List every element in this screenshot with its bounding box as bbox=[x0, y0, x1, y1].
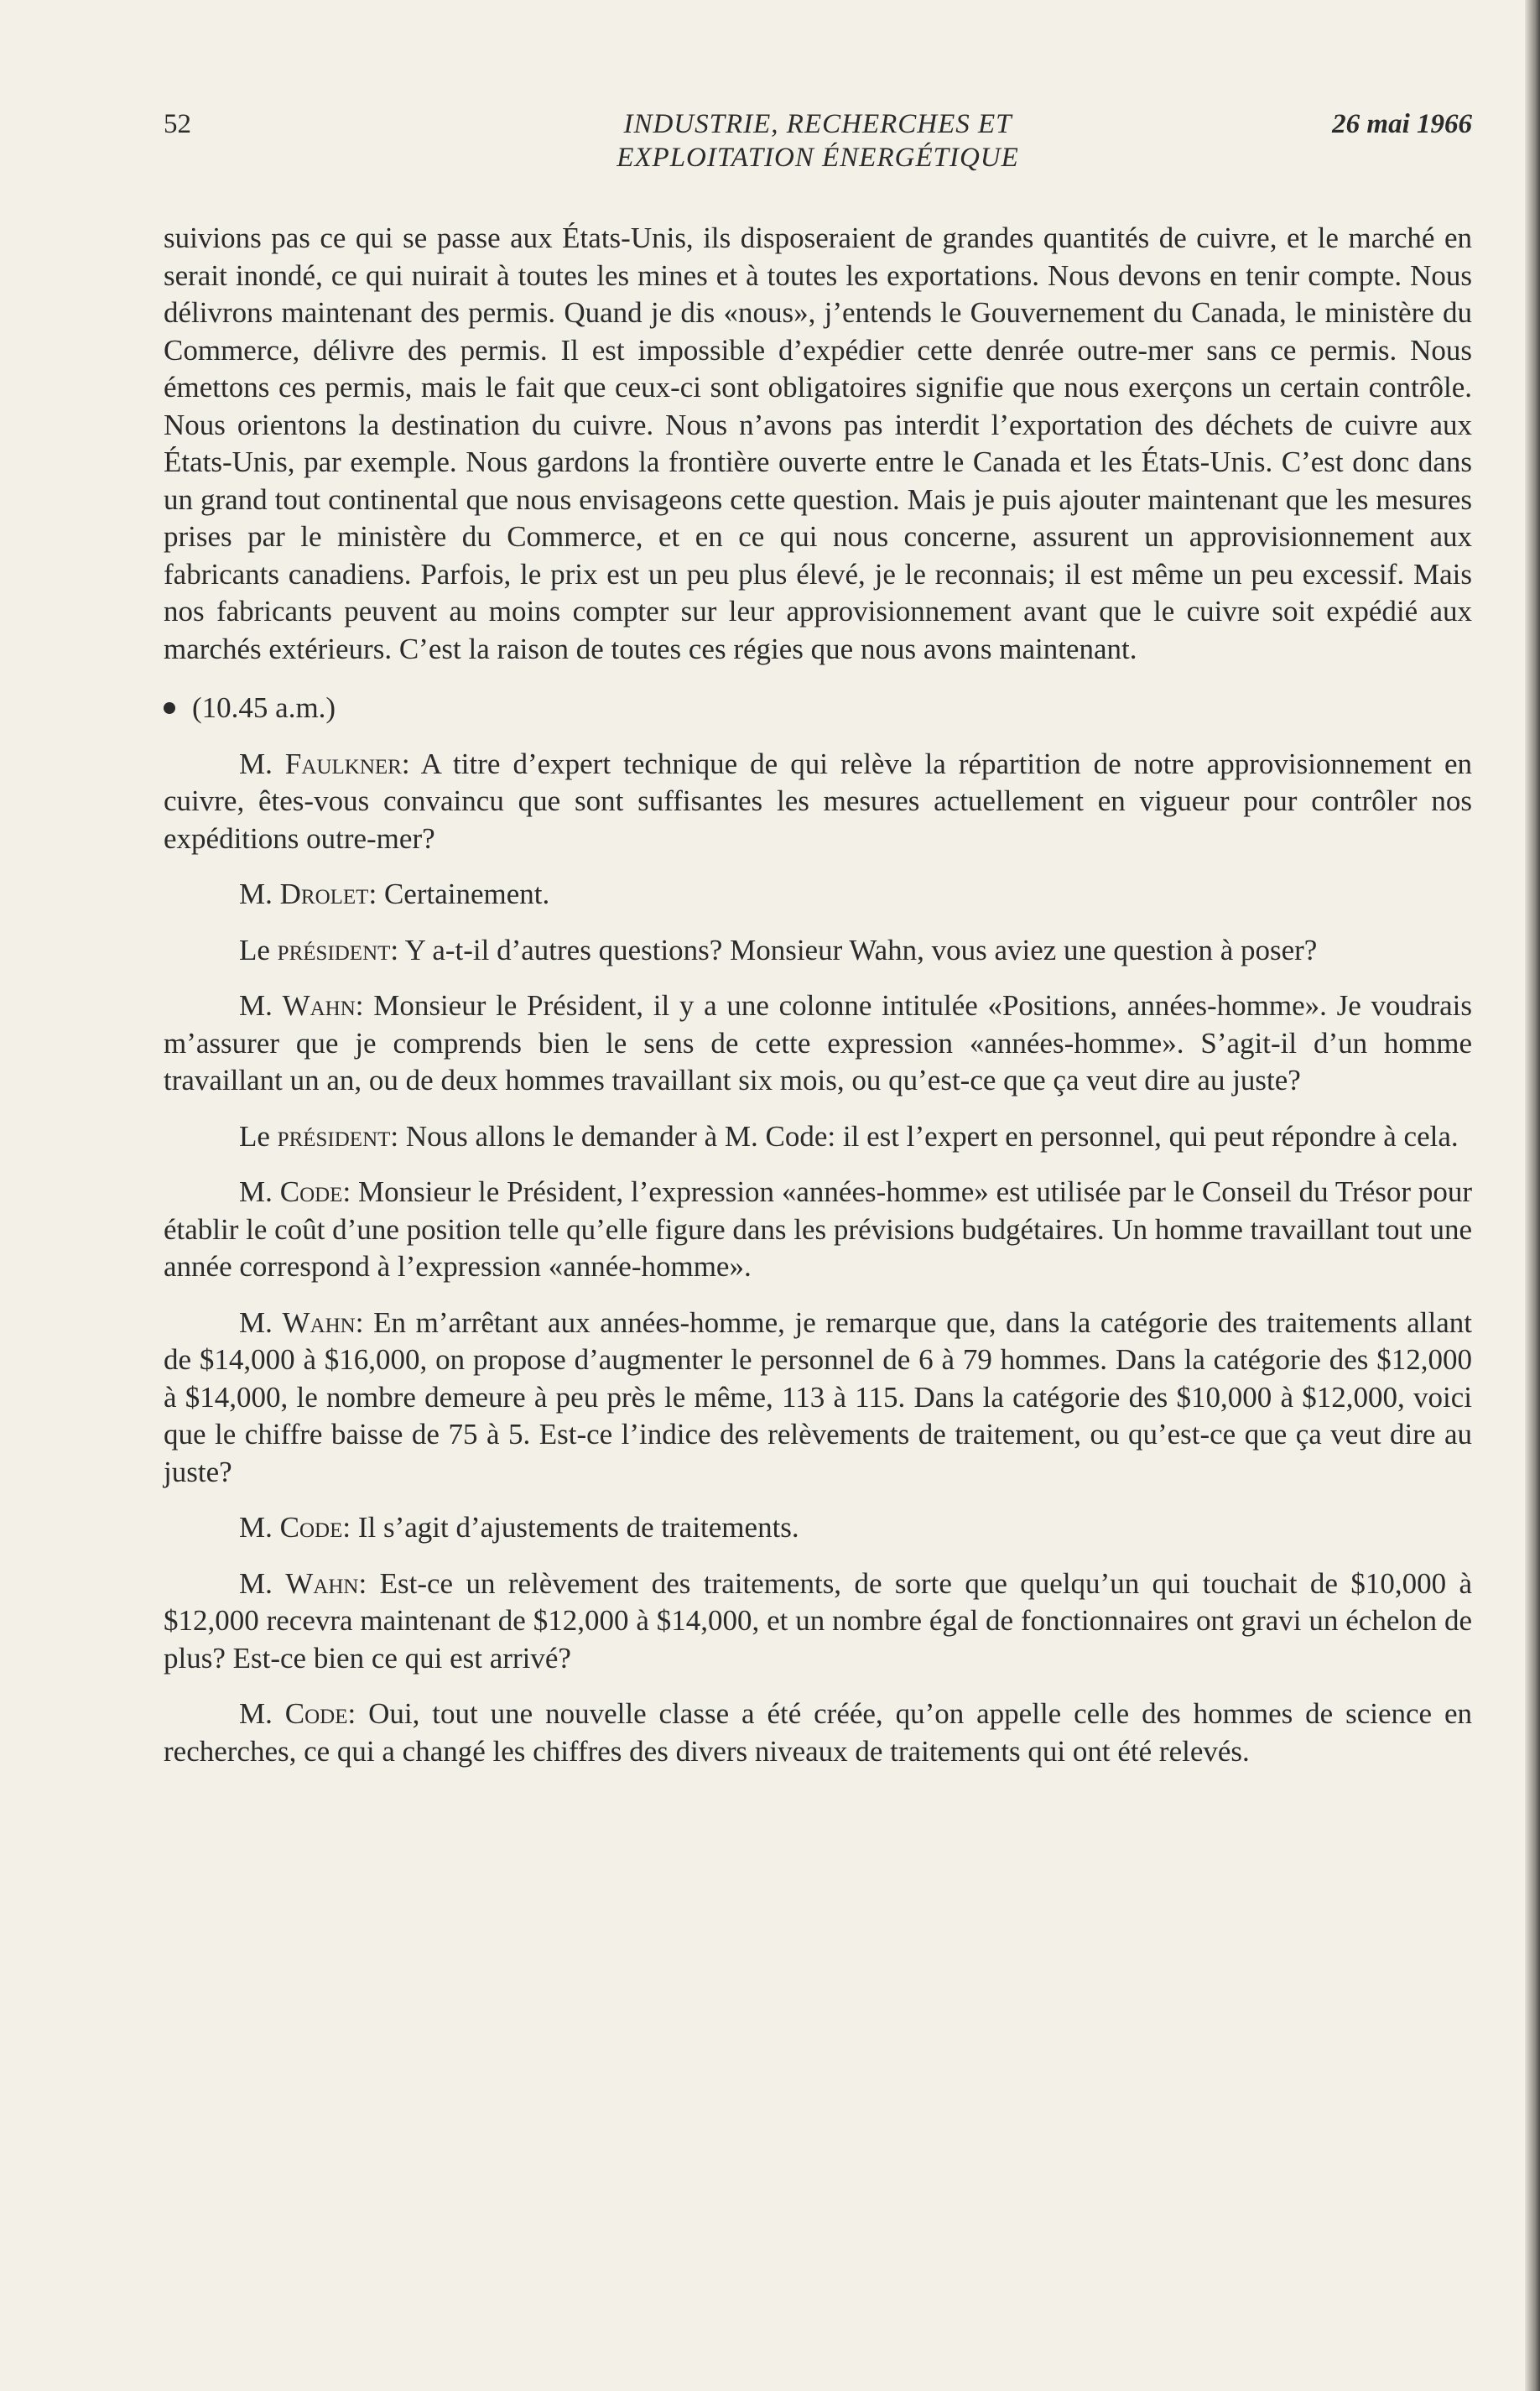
speaker-name: Code bbox=[279, 1175, 343, 1208]
speaker-title: Le bbox=[239, 1119, 270, 1153]
speech-text: Y a-t-il d’autres questions? Monsieur Wahn, vous aviez une question à poser? bbox=[404, 933, 1318, 966]
speech-text: Monsieur le Président, l’expression «années-homme» est utilisée par le Conseil du Trésor pour établir le coût d’une position telle qu’elle figure dans les prévisions budgétaires. Un homme travaillant tout une année correspond à l’expression «année-homme». bbox=[164, 1175, 1472, 1283]
page-number: 52 bbox=[164, 109, 191, 139]
page-header bbox=[164, 107, 1472, 175]
speaker-name: Code bbox=[284, 1697, 348, 1730]
time-marker-text: (10.45 a.m.) bbox=[192, 691, 336, 724]
speaker-name: président bbox=[277, 1119, 391, 1153]
speaker-name: Wahn bbox=[285, 1566, 359, 1600]
exchange-wahn-3: M. Wahn: Est-ce un relèvement des traitements, de sorte que quelqu’un qui touchait de $10,000 à $12,000 recevra maintenant de $12,000 à $14,000, et un nombre égal de fonctionnaires ont gravi un échelon de plus? Est-ce bien ce qui est arrivé? bbox=[164, 1566, 1473, 1675]
speaker-title: M. bbox=[239, 878, 273, 910]
exchange-code-2: M. Code: Il s’agit d’ajustements de traitements. bbox=[239, 1511, 799, 1544]
speaker-title: M. bbox=[239, 1511, 273, 1544]
speaker-name: président bbox=[277, 933, 391, 966]
speech-text: Est-ce un relèvement des traitements, de sorte que quelqu’un qui touchait de $10,000 à $12,000 recevra maintenant de $12,000 à $14,000, et un nombre égal de fonctionnaires ont gravi un échelon de plus? Est-ce bien ce qui est arrivé? bbox=[164, 1566, 1473, 1675]
speech-text: Oui, tout une nouvelle classe a été créée, qu’on appelle celle des hommes de science en recherches, ce qui a changé les chiffres des divers niveaux de traitements qui ont été relevés. bbox=[164, 1697, 1472, 1768]
exchange-faulkner: M. Faulkner: A titre d’expert technique de qui relève la répartition de notre approvisionnement en cuivre, êtes-vous convaincu que sont suffisantes les mesures actuellement en vigueur pour contrôler nos expéditions outre-mer? bbox=[164, 747, 1473, 855]
speech-text: Certainement. bbox=[383, 878, 550, 910]
speaker-title: Le bbox=[239, 933, 270, 966]
speaker-name: Faulkner bbox=[284, 747, 402, 780]
speaker-title: M. bbox=[239, 1305, 273, 1339]
exchange-code-1: M. Code: Monsieur le Président, l’expression «années-homme» est utilisée par le Conseil du Trésor pour établir le coût d’une position telle qu’elle figure dans les prévisions budgétaires. Un homme travaillant tout une année correspond à l’expression «année-homme». bbox=[164, 1175, 1472, 1283]
exchange-president-1: Le président: Y a-t-il d’autres questions? Monsieur Wahn, vous aviez une question à poser? bbox=[239, 933, 1318, 966]
bullet-icon bbox=[164, 702, 175, 714]
speaker-title: M. bbox=[239, 1566, 273, 1600]
speaker-name: Wahn bbox=[282, 989, 356, 1022]
page-date: 26 mai 1966 bbox=[1332, 109, 1472, 139]
speech-text: Monsieur le Président, il y a une colonne intitulée «Positions, années-homme». Je voudrais m’assurer que je comprends bien le sens de cette expression «années-homme». S’agit-il d’un homme travaillant un an, ou de deux hommes travaillant six mois, ou qu’est-ce que ça veut dire au juste? bbox=[164, 989, 1472, 1097]
exchange-drolet: M. Drolet: Certainement. bbox=[239, 878, 550, 910]
speaker-title: M. bbox=[239, 989, 273, 1022]
speaker-title: M. bbox=[239, 1175, 273, 1208]
exchange-president-2: Le président: Nous allons le demander à M. Code: il est l’expert en personnel, qui peut répondre à cela. bbox=[239, 1119, 1459, 1153]
speaker-name: Wahn bbox=[282, 1305, 356, 1339]
page-edge-shadow bbox=[1525, 0, 1540, 2391]
speaker-name: Code bbox=[279, 1511, 343, 1544]
speaker-name: Drolet bbox=[279, 878, 369, 910]
continued-paragraph: suivions pas ce qui se passe aux États-Unis, ils disposeraient de grandes quantités de cuivre, et le marché en serait inondé, ce qui nuirait à toutes les mines et à toutes les exportations. Nous devons en tenir compte. Nous délivrons maintenant des permis. Quand je dis «nous», j’entends le Gouvernement du Canada, le ministère du Commerce, délivre des permis. Il est impossible d’expédier cette denrée outre-mer sans ce permis. Nous émettons ces permis, mais le fait que ceux-ci sont obligatoires signifie que nous exerçons un certain contrôle. Nous orientons la destination du cuivre. Nous n’avons pas interdit l’exportation des déchets de cuivre aux États-Unis, par exemple. Nous gardons la frontière ouverte entre le Canada et les États-Unis. C’est donc dans un grand tout continental que nous envisageons cette question. Mais je puis ajouter maintenant que les mesures prises par le ministère du Commerce, et en ce qui nous concerne, assurent un approvisionnement aux fabricants canadiens. Parfois, le prix est un peu plus élevé, je le reconnais; il est même un peu excessif. Mais nos fabricants peuvent au moins compter sur leur approvisionnement avant que le cuivre soit expédié aux marchés extérieurs. C’est la raison de toutes ces régies que nous avons maintenant. bbox=[164, 221, 1472, 665]
exchange-code-3: M. Code: Oui, tout une nouvelle classe a été créée, qu’on appelle celle des hommes de science en recherches, ce qui a changé les chiffres des divers niveaux de traitements qui ont été relevés. bbox=[164, 1697, 1472, 1768]
running-title bbox=[164, 107, 1472, 175]
speaker-title: M. bbox=[239, 1697, 273, 1730]
speech-text: Nous allons le demander à M. Code: il est l’expert en personnel, qui peut répondre à cela. bbox=[405, 1119, 1459, 1153]
exchange-wahn-1: M. Wahn: Monsieur le Président, il y a une colonne intitulée «Positions, années-homme». Je voudrais m’assurer que je comprends bien le sens de cette expression «années-homme». S’agit-il d’un homme travaillant un an, ou de deux hommes travaillant six mois, ou qu’est-ce que ça veut dire au juste? bbox=[164, 989, 1472, 1097]
speech-text: En m’arrêtant aux années-homme, je remarque que, dans la catégorie des traitements allant de $14,000 à $16,000, on propose d’augmenter le personnel de 6 à 79 hommes. Dans la catégorie des $12,000 à $14,000, le nombre demeure à peu près le même, 113 à 115. Dans la catégorie des $10,000 à $12,000, voici que le chiffre baisse de 75 à 5. Est-ce l’indice des relèvements de traitement, ou qu’est-ce que ça veut dire au juste? bbox=[164, 1305, 1472, 1488]
exchange-wahn-2: M. Wahn: En m’arrêtant aux années-homme, je remarque que, dans la catégorie des traitements allant de $14,000 à $16,000, on propose d’augmenter le personnel de 6 à 79 hommes. Dans la catégorie des $12,000 à $14,000, le nombre demeure à peu près le même, 113 à 115. Dans la catégorie des $10,000 à $12,000, voici que le chiffre baisse de 75 à 5. Est-ce l’indice des relèvements de traitement, ou qu’est-ce que ça veut dire au juste? bbox=[164, 1305, 1472, 1488]
running-title-line-1: INDUSTRIE, RECHERCHES ET bbox=[623, 109, 1012, 139]
speech-text: Il s’agit d’ajustements de traitements. bbox=[357, 1511, 799, 1544]
speech-text: A titre d’expert technique de qui relève la répartition de notre approvisionnement en cuivre, êtes-vous convaincu que sont suffisantes les mesures actuellement en vigueur pour contrôler nos expéditions outre-mer? bbox=[164, 747, 1473, 855]
time-marker bbox=[164, 690, 1472, 727]
body-text bbox=[164, 220, 1472, 1770]
running-title-line-2: EXPLOITATION ÉNERGÉTIQUE bbox=[617, 143, 1019, 173]
speaker-title: M. bbox=[239, 747, 273, 780]
